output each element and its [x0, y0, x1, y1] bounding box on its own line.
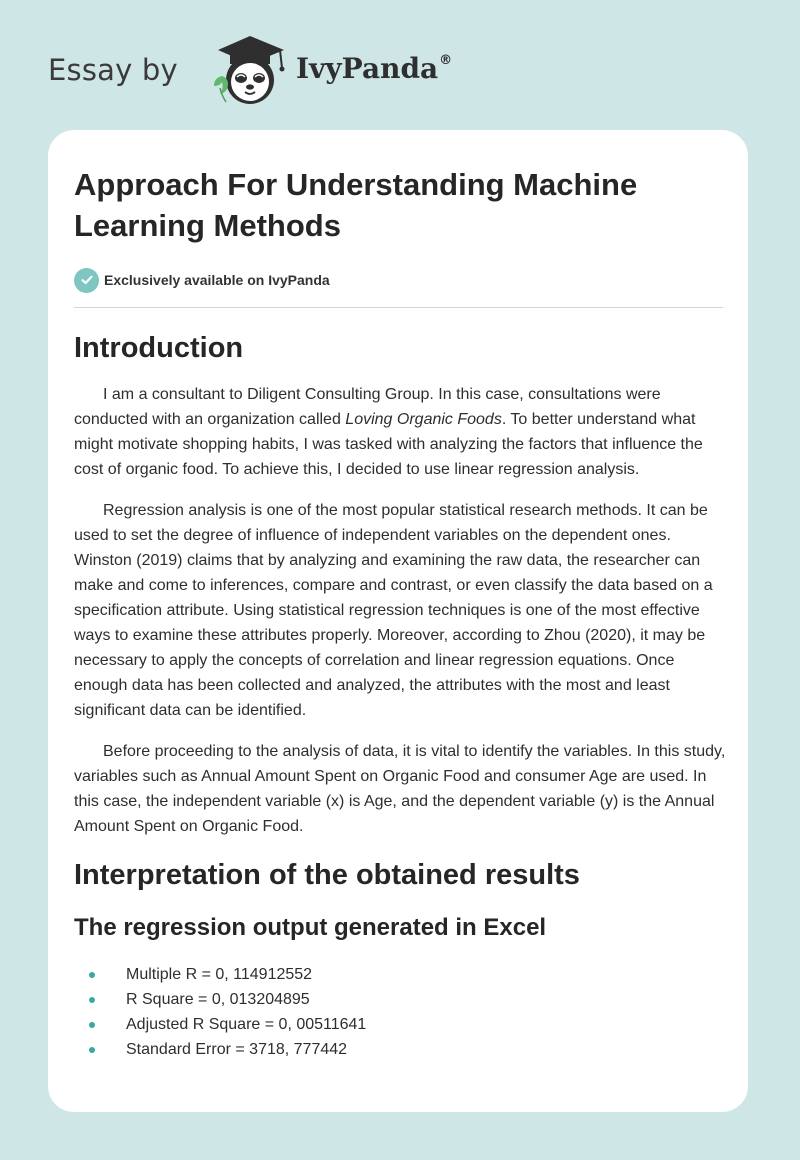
intro-paragraph-3: Before proceeding to the analysis of data, it is vital to identify the variables. In this study, variables such as Annual Amount Spent on Organic Food and consumer Age are used. In this case, the independent variable (x) is Age, and the dependent variable (y) is the Annual Amount Spent on Organic Food. — [74, 743, 726, 835]
company-name: Loving Organic Foods — [345, 411, 502, 428]
regression-output-subheading: The regression output generated in Excel — [74, 914, 547, 941]
exclusive-badge-label: Exclusively available on IvyPanda — [104, 272, 330, 288]
bullet-dot-icon — [89, 1047, 95, 1053]
list-item: Standard Error = 3718, 777442 — [74, 1037, 722, 1062]
title-divider — [74, 307, 723, 308]
list-item: Adjusted R Square = 0, 00511641 — [74, 1012, 722, 1037]
article-title: Approach For Understanding Machine Learning Methods — [74, 167, 638, 243]
introduction-heading: Introduction — [74, 332, 244, 364]
intro-paragraph-2: Regression analysis is one of the most popular statistical research methods. It can be used to set the degree of influence of independent variables on the dependent ones. Winston (2019) claims that by analyzing and examining the raw data, the researcher can make and come to inferences, compare and contrast, or even classify the data based on a specification attribute. Using statistical regression techniques is one of the most effective ways to examine these attributes properly. Moreover, according to Zhou (2020), it may be necessary to apply the concepts of correlation and linear regression equations. Once enough data has been collected and analyzed, the attributes with the most and least significant data can be identified. — [74, 502, 713, 719]
list-item: Multiple R = 0, 114912552 — [74, 962, 722, 987]
regression-stats-list — [74, 962, 722, 1062]
brand-name[interactable]: IvyPanda® — [296, 52, 453, 85]
bullet-dot-icon — [89, 997, 95, 1003]
interpretation-heading: Interpretation of the obtained results — [74, 859, 580, 891]
bullet-dot-icon — [89, 1022, 95, 1028]
bullet-dot-icon — [89, 972, 95, 978]
site-header — [48, 34, 468, 114]
exclusive-badge — [74, 267, 722, 293]
article-card — [48, 130, 748, 1112]
check-badge-icon — [74, 268, 99, 293]
list-item: R Square = 0, 013204895 — [74, 987, 722, 1012]
intro-paragraph-1: I am a consultant to Diligent Consulting Group. In this case, consultations were conducted with an organization called Loving Organic Foods. To better understand what might motivate shopping habits, I was tasked with analyzing the factors that influence the cost of organic food. To achieve this, I decided to use linear regression analysis. — [74, 386, 703, 478]
essay-by-label: Essay by — [48, 53, 178, 87]
ivy-leaf-icon — [214, 76, 228, 102]
panda-graduate-logo-icon[interactable] — [200, 32, 300, 108]
